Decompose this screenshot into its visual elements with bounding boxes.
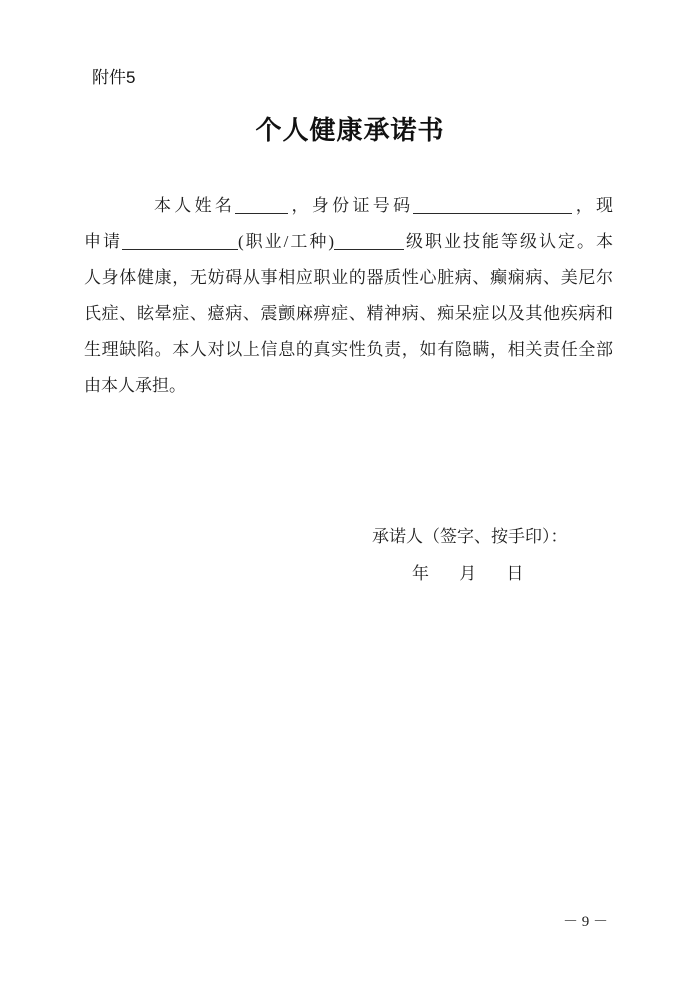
paragraph-line [84, 188, 613, 224]
text-segment: 氏症、眩晕症、癔病、震颤麻痹症、精神病、痴呆症以及其他疾病和 [84, 304, 613, 323]
page-number: － 9 － [563, 914, 609, 930]
paragraph-line [84, 368, 613, 404]
body-paragraph [84, 188, 613, 404]
date-line: 年 月 日 [412, 564, 524, 583]
text-segment: 生理缺陷。本人对以上信息的真实性负责，如有隐瞒，相关责任全部 [84, 340, 613, 359]
paragraph-line [84, 260, 613, 296]
signature-line: 承诺人（签字、按手印）： [372, 527, 568, 546]
fill-in-blank [122, 232, 238, 250]
text-segment: (职业/工种) [238, 232, 335, 251]
fill-in-blank [413, 196, 572, 214]
text-segment: 现 [596, 196, 614, 215]
attachment-label: 附件5 [92, 68, 136, 87]
text-segment: 级职业技能等级认定。本 [404, 232, 614, 251]
text-segment: 本人姓名 [154, 196, 236, 215]
fill-in-blank [334, 232, 404, 250]
fill-in-blank [235, 196, 288, 214]
text-segment: 申请 [84, 232, 122, 251]
paragraph-line [84, 296, 613, 332]
paragraph-line [84, 224, 613, 260]
document-title: 个人健康承诺书 [255, 116, 445, 145]
text-segment: ， [572, 196, 597, 215]
text-segment: ，身份证号码 [288, 196, 414, 215]
text-segment: 人身体健康，无妨碍从事相应职业的器质性心脏病、癫痫病、美尼尔 [84, 268, 613, 287]
paragraph-line [84, 332, 613, 368]
text-segment: 由本人承担。 [84, 376, 186, 395]
